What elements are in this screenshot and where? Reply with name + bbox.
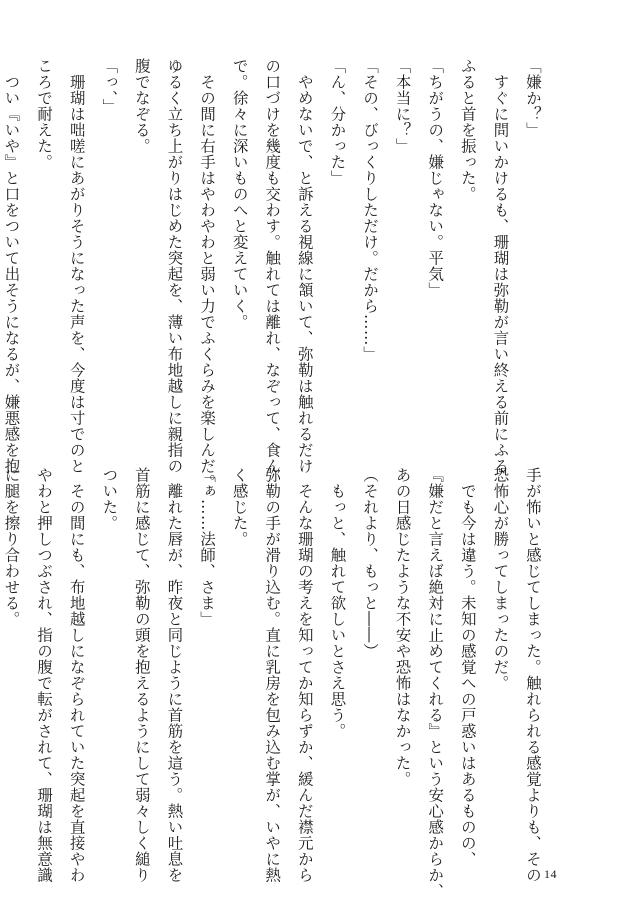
text-line: に腿を擦り合わせる。 — [2, 467, 21, 627]
text-line: もっと、触れて欲しいとさえ思う。 — [328, 467, 347, 739]
text-line: 首筋に感じて、弥勒の頭を抱えるようにして弱々しく縋り — [132, 467, 151, 883]
text-line: で。徐々に深いものへと変えていく。 — [230, 58, 249, 330]
text-line: あの日感じたような不安や恐怖はなかった。 — [393, 467, 412, 787]
text-line: （それより、もっと――） — [361, 467, 380, 659]
text-line: つい『いや』と口をついて出そうになるが、嫌悪感を抱 — [2, 58, 21, 474]
text-line: ゆるく立ち上がりはじめた突起を、薄い布地越しに親指の — [165, 58, 184, 474]
text-line: その間に右手はやわやわと弱い力でふくらみを楽しんだ。 — [198, 58, 217, 490]
text-line: 「ぁ……法師、さま」 — [198, 467, 217, 627]
text-line: 手が怖いと感じてしまった。触れられる感覚よりも、その — [524, 467, 542, 883]
text-line: 「その、びっくりしただけ。だから……」 — [361, 58, 380, 362]
text-line: の口づけを幾度も交わす。触れては離れ、なぞって、食ん — [263, 58, 282, 474]
text-line: 「っ、」 — [100, 58, 119, 115]
text-line: ついた。 — [100, 467, 119, 531]
text-line: 「ん、分かった」 — [328, 58, 347, 186]
text-line: やめないで、と訴える視線に頷いて、弥勒は触れるだけ — [295, 58, 314, 474]
text-line: 「嫌か？」 — [524, 58, 542, 138]
text-line: そんな珊瑚の考えを知ってか知らずか、緩んだ襟元から — [295, 467, 314, 883]
page-number: 14 — [544, 867, 557, 881]
text-line: すぐに問いかけるも、珊瑚は弥勒が言い終える前にふる — [491, 58, 510, 474]
text-line: やわと押しつぶされ、指の腹で転がされて、珊瑚は無意識 — [35, 467, 54, 883]
text-line: 『嫌だと言えば絶対に止めてくれる』という安心感からか、 — [426, 467, 445, 899]
text-line: ころで耐えた。 — [35, 58, 54, 170]
text-block-upper — [0, 58, 549, 490]
text-block-lower — [0, 467, 549, 899]
text-line: 離れた唇が、昨夜と同じように首筋を這う。熱い吐息を — [165, 467, 184, 883]
text-line: その間にも、布地越しになぞられていた突起を直接やわ — [67, 467, 86, 883]
text-line: でも今は違う。未知の感覚への戸惑いはあるものの、 — [458, 467, 477, 867]
text-line: 恐怖心が勝ってしまったのだ。 — [491, 467, 510, 691]
text-line: 「ちがうの、嫌じゃない。平気」 — [426, 58, 445, 298]
text-line: 腹でなぞる。 — [132, 58, 151, 154]
text-line: 「本当に？」 — [393, 58, 412, 154]
text-line: く感じた。 — [230, 467, 249, 547]
text-line: 弥勒の手が滑り込む。直に乳房を包み込む掌が、いやに熱 — [263, 467, 282, 883]
text-line: ふると首を振った。 — [458, 58, 477, 202]
text-line: 珊瑚は咄嗟にあがりそうになった声を、今度は寸でのと — [67, 58, 86, 474]
